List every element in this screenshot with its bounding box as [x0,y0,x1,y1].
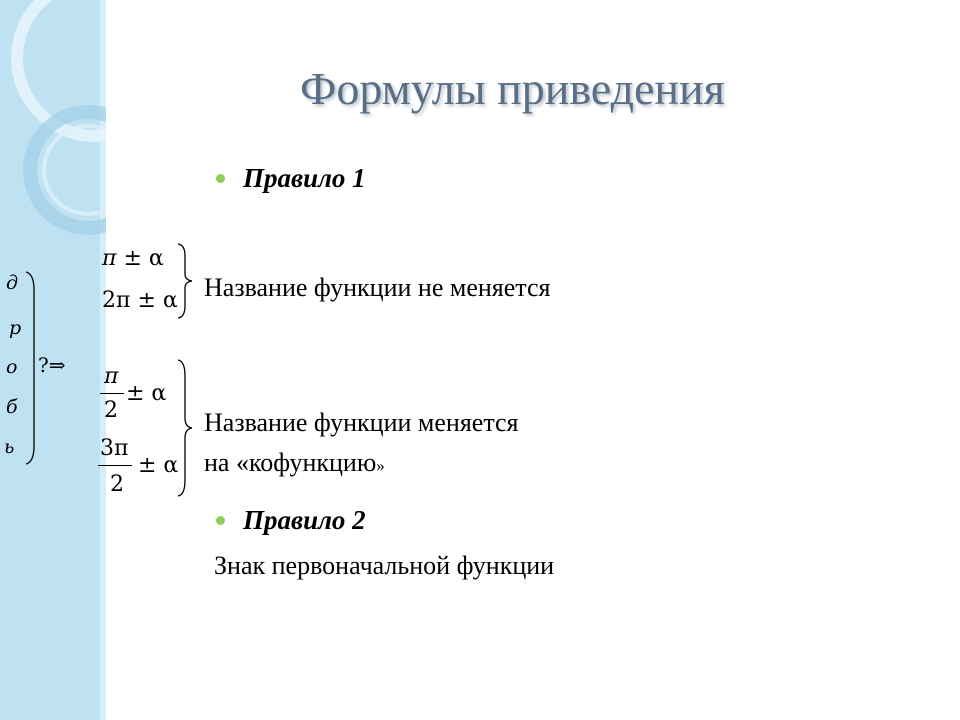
bullet-icon [216,516,225,525]
rule1-label: Правило 1 [243,163,366,193]
rule2-bullet [216,505,366,536]
rule2-label: Правило 2 [243,505,366,535]
math-pm-alpha: ± α [123,246,164,271]
math-pi: π [102,246,117,271]
group1-brace-icon [176,242,196,320]
group1-arg2 [102,288,178,313]
math-2pi: 2π [102,288,131,313]
side-arrow: ?⇒ [38,353,66,377]
math-pm-alpha: ± α [137,288,178,313]
side-brace-icon [24,270,38,466]
group2-text-line2 [204,448,385,478]
group2-text-line1: Название функции меняется [204,408,519,437]
side-letter: ь [4,436,15,458]
fraction-bar [100,393,124,394]
side-letter: д [6,272,19,294]
group1-arg1 [102,246,164,271]
group2-frac1-num: π [104,364,119,389]
group2-text-line2-quote: » [376,456,385,475]
rule1-bullet [216,163,366,194]
fraction-bar [98,465,132,466]
bullet-icon [216,174,225,183]
rule2-text: Знак первоначальной функции [214,551,555,580]
side-letter: р [9,317,22,339]
group1-text: Название функции не меняется [204,273,551,302]
side-letter: о [6,356,18,378]
group2-frac2-num: 3π [100,436,129,461]
group2-brace-icon [176,358,196,498]
group2-frac1-tail: ± α [126,381,167,406]
page-title: Формулы приведения [300,63,725,114]
side-letter: б [6,396,18,418]
group2-frac2-den: 2 [110,472,124,497]
group2-text-line2-main: на «кофункцию [204,448,377,477]
group2-frac2-tail: ± α [138,453,179,478]
group2-frac1-den: 2 [104,398,118,423]
